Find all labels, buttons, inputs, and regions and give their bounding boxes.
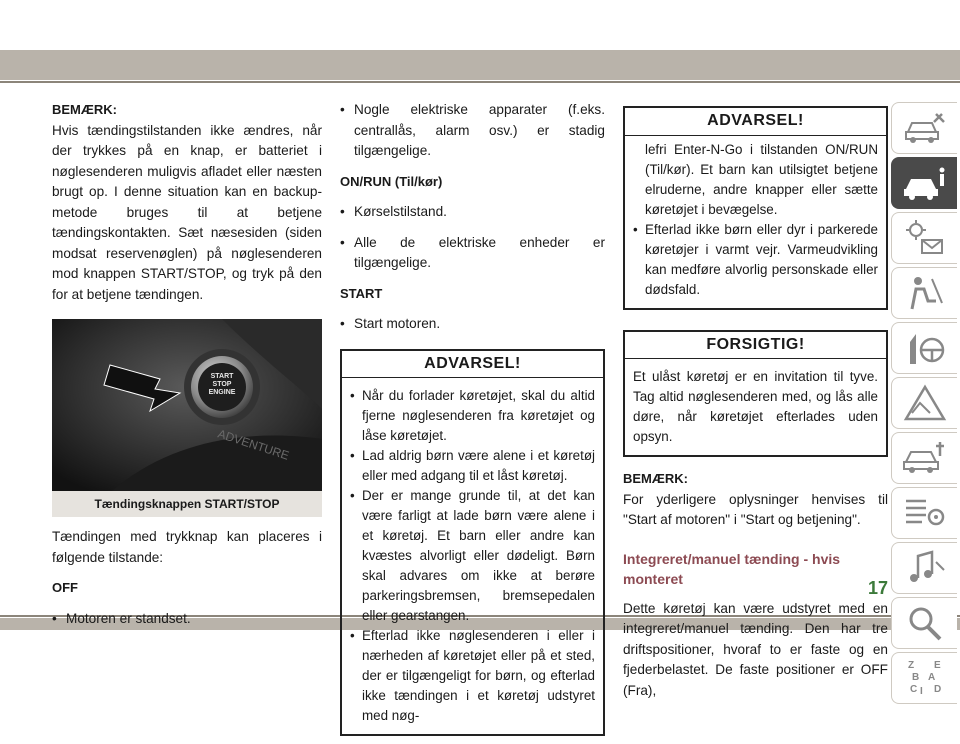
button-label-line: START — [210, 373, 234, 380]
button-label-line: STOP — [212, 381, 232, 388]
photo-caption: Tændingsknappen START/STOP — [52, 491, 322, 517]
button-label-line: ENGINE — [208, 389, 236, 396]
intro-text: Tændingen med trykknap kan placeres i følgende tilstande: — [52, 529, 322, 565]
top-header-band — [0, 50, 960, 80]
dashboard-illustration — [52, 319, 322, 491]
steering-icon[interactable] — [891, 322, 957, 374]
car-info-icon[interactable] — [891, 157, 957, 209]
page-number: 17 — [868, 578, 889, 598]
section-text: Dette køretøj kan være udstyret med en integreret/manuel tænding. Den har tre driftspositioner, hvoraf to er faste og en fjederbelastet. De faste positioner er OFF (Fra), — [623, 600, 888, 698]
index-letter: B — [911, 672, 919, 683]
start-title: START — [340, 285, 383, 301]
note-title: BEMÆRK: — [52, 102, 117, 117]
index-letter: E — [933, 660, 941, 671]
warning-box-continued — [623, 106, 888, 310]
caution-text: Et ulåst køretøj er en invitation til tyve. Tag altid nøglesenderen med, og lås alle døre, når køretøjet efterlades uden opsyn. — [633, 369, 878, 444]
list-item: • Kørselstilstand. — [340, 204, 447, 219]
section-heading: Integreret/manuel tænding - hvis monteret — [623, 550, 841, 587]
start-stop-button-photo — [52, 319, 322, 491]
list-item: • Nogle elektriske apparater (f.eks. centrallås, alarm osv.) er stadig tilgængelige. — [340, 102, 605, 158]
caution-box — [623, 330, 888, 458]
note-text: Hvis tændingstilstanden ikke ændres, når der trykkes på en knap, er batteriet i nøglesenderen muligvis afladet eller næsten brugt op. I denne situation kan en backup-metode bruges til at betjene tændingskontakten. Sæt næsesiden (siden modsat reservenøglen) på nøglesenderen mod knappen START/STOP, og tryk på den for at betjene tændingen. — [52, 122, 322, 302]
on-run-title: ON/RUN (Til/kør) — [340, 173, 443, 189]
hazard-triangle-icon[interactable] — [891, 377, 957, 429]
specs-list-icon[interactable] — [891, 487, 957, 539]
index-letter: I — [919, 686, 923, 697]
list-item: • Efterlad ikke nøglesenderen i eller i nærheden af køretøjet eller på et sted, der er tilgængeligt for børn, og efterlad ikke tændingen i et køretøj udstyret med nøg- — [350, 628, 595, 723]
column-3 — [623, 106, 888, 701]
list-item: • Alle de elektriske enheder er tilgængelige. — [340, 234, 605, 270]
note-text: For yderligere oplysninger henvises til "Start af motoren" i "Start og betjening". — [623, 491, 888, 527]
magnifier-icon[interactable] — [891, 597, 957, 649]
warning-lights-icon[interactable] — [891, 212, 957, 264]
index-letter: A — [927, 672, 935, 683]
note-title: BEMÆRK: — [623, 471, 688, 486]
caution-title: FORSIGTIG! — [625, 332, 886, 360]
index-letters-icon[interactable] — [891, 652, 957, 704]
index-letter: C — [909, 684, 917, 695]
music-phone-icon[interactable] — [891, 542, 957, 594]
car-tools-icon[interactable] — [891, 102, 957, 154]
list-item: • Efterlad ikke børn eller dyr i parkerede køretøjer i varmt vejr. Varmeudvikling kan medføre alvorlig personskade eller dødsfald. — [633, 221, 878, 297]
car-service-icon[interactable] — [891, 432, 957, 484]
off-title: OFF — [52, 580, 78, 595]
warning-title: ADVARSEL! — [342, 351, 603, 379]
list-item: lefri Enter-N-Go i tilstanden ON/RUN (Til/kør). Et barn kan utilsigtet betjene elruderne, andre knapper eller sætte køretøjet i bevægelse. — [645, 141, 878, 217]
button-label — [204, 373, 240, 397]
list-item: • Start motoren. — [340, 316, 441, 331]
list-item: • Når du forlader køretøjet, skal du altid fjerne nøglesenderen fra køretøjet og låse køretøjet. — [350, 388, 595, 443]
index-letter: D — [933, 684, 941, 695]
svg-text:ADVENTURE: ADVENTURE — [216, 426, 291, 463]
column-2 — [340, 100, 605, 744]
chapter-tabs — [891, 102, 959, 707]
column-1 — [52, 100, 322, 629]
warning-title: ADVARSEL! — [625, 108, 886, 136]
list-item: • Der er mange grunde til, at det kan være farligt at lade børn være alene i et køretøj. Et barn eller andre kan kvæstes alvorligt eller dødeligt. Børn skal advares om ikke at berøre parkeringsbremsen, bremsepedalen eller gearstangen. — [350, 488, 595, 623]
index-letter: Z — [907, 660, 914, 671]
list-item: • Lad aldrig børn være alene i et køretøj eller med adgang til et låst køretøj. — [350, 448, 595, 483]
list-item: • Motoren er standset. — [52, 610, 191, 626]
airbag-icon[interactable] — [891, 267, 957, 319]
